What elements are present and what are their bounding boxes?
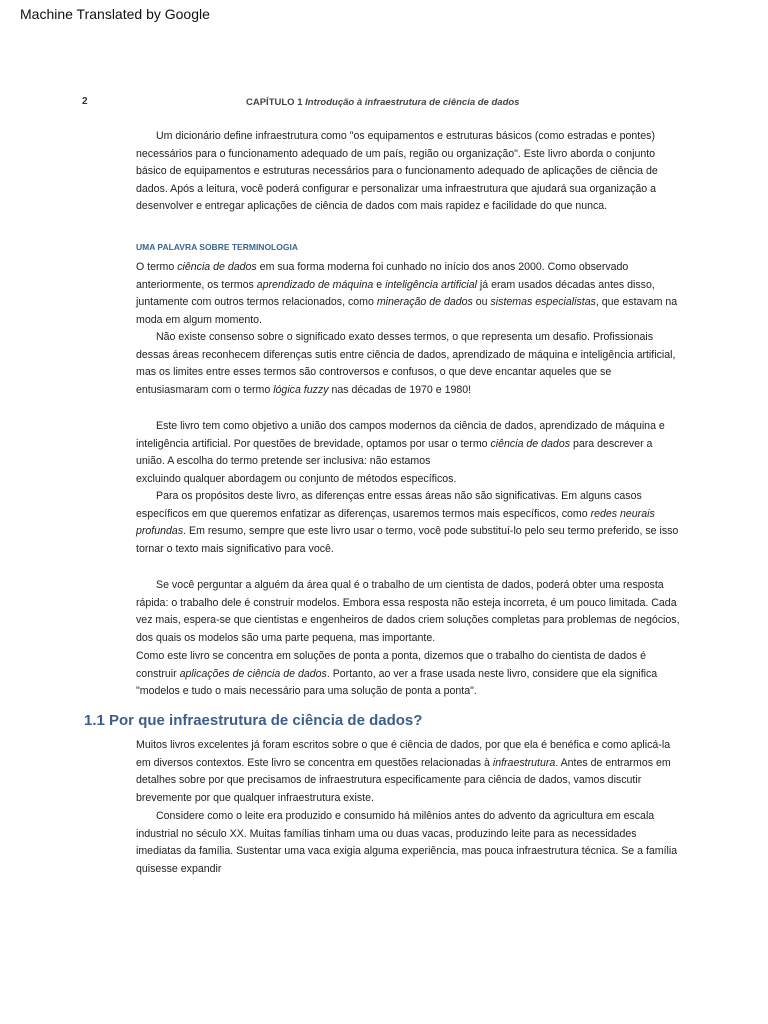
chapter-title: Introdução à infraestrutura de ciência de dados [305,97,520,108]
page-number: 2 [82,96,88,107]
scientist-paragraph-2: Como este livro se concentra em soluções de ponta a ponta, dizemos que o trabalho do cientista de dados é construir aplicações de ciência de dados. Portanto, ao ver a frase usada neste livro, considere que ela significa "modelos e tudo o mais necessário para uma solução de ponta a ponta". [136,650,658,698]
section-paragraph-1: Muitos livros excelentes já foram escritos sobre o que é ciência de dados, por que ela é benéfica e como aplicá-la em diversos contextos. Este livro se concentra em questões relacionadas à infraestrutura. Antes de entrarmos em detalhes sobre por que precisamos de infraestrutura especificamente para ciência de dados, vamos discutir brevemente por que qualquer infraestrutura existe. [136,739,671,804]
terminology-paragraph-1: O termo ciência de dados em sua forma moderna foi cunhado no início dos anos 2000. Como observado anteriormente, os termos aprendizado de máquina e inteligência artificial já eram usados décadas antes disso, juntamente com outros termos relacionados, como mineração de dados ou sistemas especialistas, que estavam na moda em algum momento. [136,261,678,326]
intro-paragraph: Um dicionário define infraestrutura como "os equipamentos e estruturas básicos (como estradas e pontes) necessários para o funcionamento adequado de um país, região ou organização". Este livro aborda o conjunto básico de equipamentos e estruturas necessários para o funcionamento adequado de aplicações de ciência de dados. Após a leitura, você poderá configurar e personalizar uma infraestrutura que ajudará sua organização a desenvolver e entregar aplicações de ciência de dados com mais rapidez e facilidade do que nunca. [136,130,658,213]
scientist-paragraph-1: Se você perguntar a alguém da área qual é o trabalho de um cientista de dados, poderá obter uma resposta rápida: o trabalho dele é construir modelos. Embora essa resposta não esteja incorreta, é um pouco limitada. Cada vez mais, espera-se que cientistas e engenheiros de dados criem soluções completas para problemas de negócios, dos quais os modelos são uma parte pequena, mas importante. [136,579,680,644]
section-heading-1-1: 1.1 Por que infraestrutura de ciência de dados? [84,712,423,729]
section-paragraph-2: Considere como o leite era produzido e consumido há milênios antes do advento da agricultura em escala industrial no século XX. Muitas famílias tinham uma ou duas vacas, produzindo leite para as necessidades imediatas da família. Sustentar uma vaca exigia alguma experiência, mas pouca infraestrutura técnica. Se a família quisesse expandir [136,810,678,875]
terminology-paragraph-2: Não existe consenso sobre o significado exato desses termos, o que representa um desafio. Profissionais dessas áreas reconhecem diferenças sutis entre ciência de dados, aprendizado de máquina e inteligência artificial, mas os limites entre esses termos são controversos e confusos, o que deve encantar aqueles que se entusiasmaram com o termo lógica fuzzy nas décadas de 1970 e 1980! [136,331,676,396]
running-header [246,97,519,108]
chapter-label: CAPÍTULO 1 [246,97,303,108]
terminology-paragraph-3: Este livro tem como objetivo a união dos campos modernos da ciência de dados, aprendizado de máquina e inteligência artificial. Por questões de brevidade, optamos por usar o termo ciência de dados para descrever a união. A escolha do termo pretende ser inclusiva: não estamos excluindo qualquer abordagem ou conjunto de métodos específicos. [136,420,665,485]
terminology-heading: UMA PALAVRA SOBRE TERMINOLOGIA [136,242,298,252]
terminology-paragraph-4: Para os propósitos deste livro, as diferenças entre essas áreas não são significativas. Em alguns casos específicos em que queremos enfatizar as diferenças, usaremos termos mais específicos, como redes neurais profundas. Em resumo, sempre que este livro usar o termo, você pode substituí-lo pelo seu termo preferido, se isso tornar o texto mais significativo para você. [136,490,679,555]
machine-translation-banner: Machine Translated by Google [20,6,210,22]
